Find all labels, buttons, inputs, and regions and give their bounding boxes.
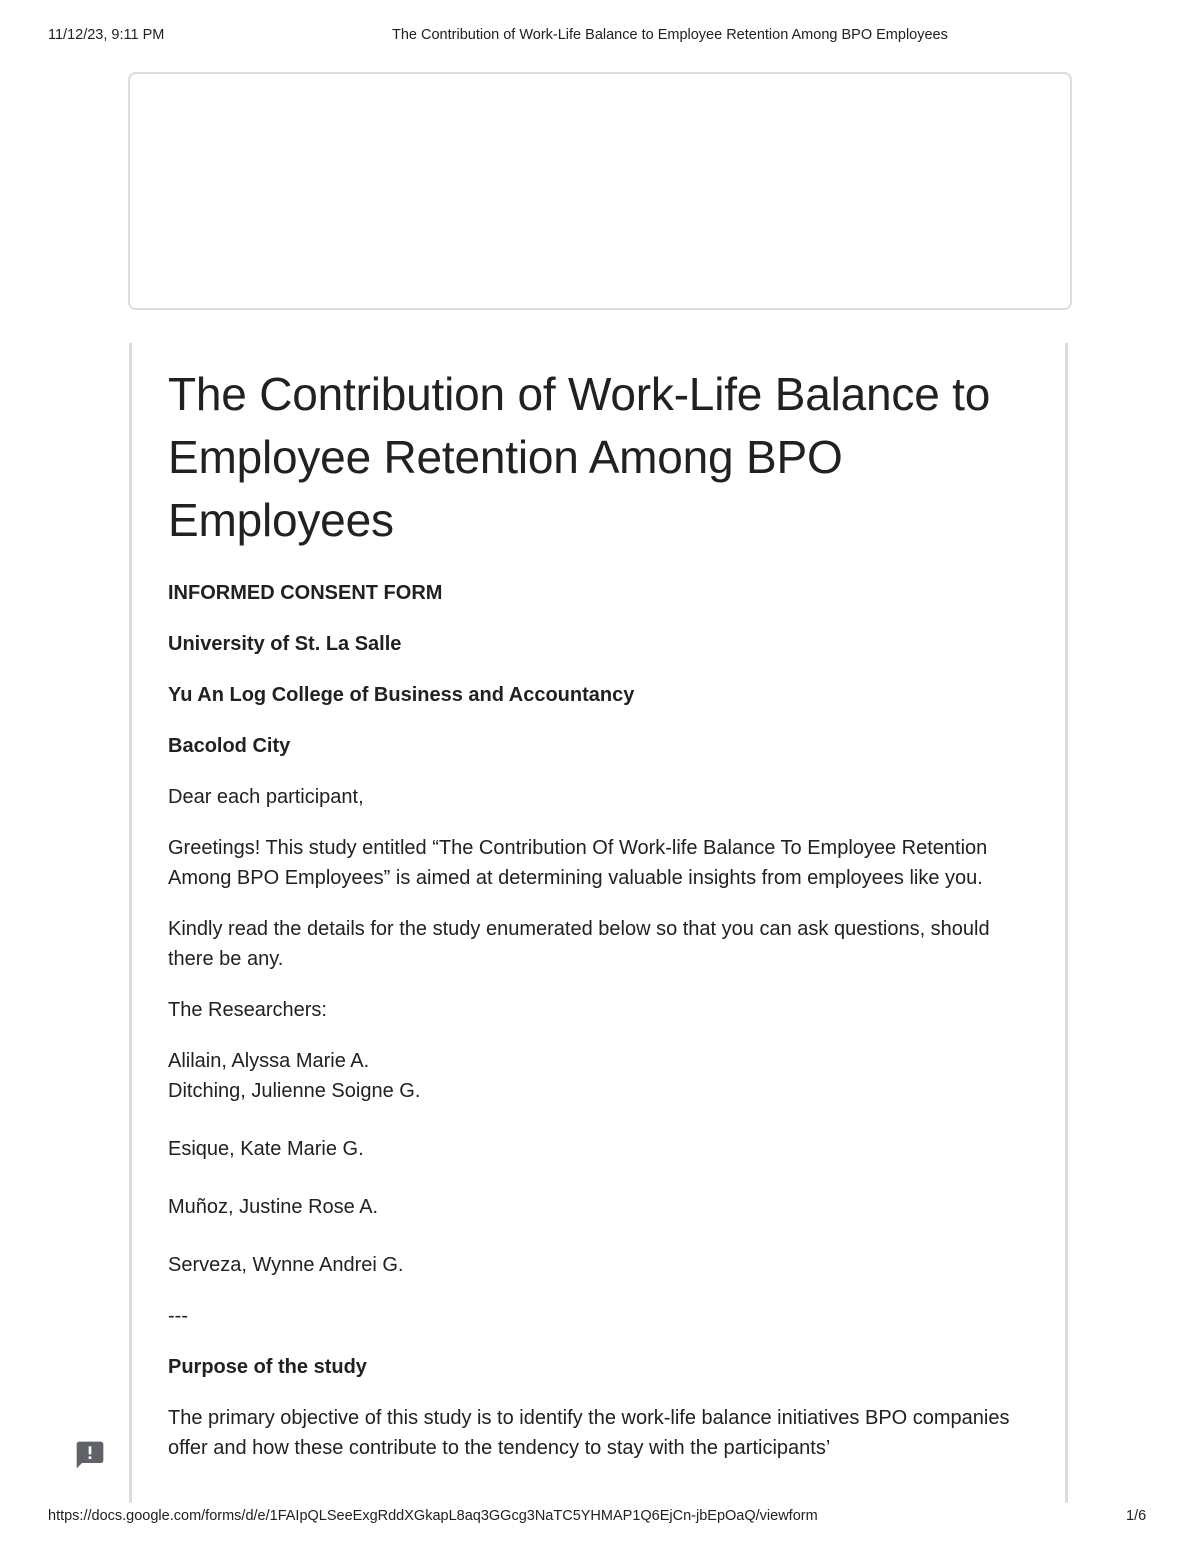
section-separator: ---: [168, 1305, 188, 1327]
consent-heading: INFORMED CONSENT FORM: [168, 582, 443, 604]
researcher-name: Alilain, Alyssa Marie A.: [168, 1050, 370, 1072]
instruction-paragraph: Kindly read the details for the study enumerated below so that you can ask questions, should there be any.: [168, 918, 990, 970]
researcher-name: Serveza, Wynne Andrei G.: [168, 1254, 404, 1276]
page-url: https://docs.google.com/forms/d/e/1FAIpQLSeeExgRddXGkapL8aq3GGcg3NaTC5YHMAP1Q6EjCn-jbEpOaQ/viewform: [48, 1508, 818, 1524]
researchers-label: The Researchers:: [168, 999, 327, 1021]
salutation: Dear each participant,: [168, 786, 364, 808]
form-description: [168, 578, 1028, 1463]
print-page-title: The Contribution of Work-Life Balance to Employee Retention Among BPO Employees: [392, 27, 948, 43]
form-header-image: [128, 72, 1072, 310]
greeting-paragraph: Greetings! This study entitled “The Contribution Of Work-life Balance To Employee Retention Among BPO Employees” is aimed at determining valuable insights from employees like you.: [168, 837, 988, 889]
city-name: Bacolod City: [168, 735, 291, 757]
feedback-button[interactable]: [74, 1439, 106, 1471]
researcher-name: Muñoz, Justine Rose A.: [168, 1196, 379, 1218]
researcher-name: Ditching, Julienne Soigne G.: [168, 1080, 421, 1102]
print-footer: [0, 1508, 1200, 1530]
page-number: 1/6: [1126, 1508, 1147, 1524]
print-header: [0, 27, 1200, 49]
college-name: Yu An Log College of Business and Accountancy: [168, 684, 635, 706]
purpose-paragraph: The primary objective of this study is to identify the work-life balance initiatives BPO companies offer and how these contribute to the tendency to stay with the participants’: [168, 1407, 1010, 1459]
form-title: The Contribution of Work-Life Balance to Employee Retention Among BPO Employees: [168, 368, 991, 546]
researchers-list: [168, 1046, 1028, 1280]
purpose-heading: Purpose of the study: [168, 1356, 367, 1378]
form-description-card: [129, 343, 1068, 1503]
researcher-name: Esique, Kate Marie G.: [168, 1138, 364, 1160]
form-content: [168, 363, 1028, 1484]
university-name: University of St. La Salle: [168, 633, 402, 655]
feedback-icon: [74, 1439, 106, 1471]
print-date: 11/12/23, 9:11 PM: [48, 27, 165, 43]
